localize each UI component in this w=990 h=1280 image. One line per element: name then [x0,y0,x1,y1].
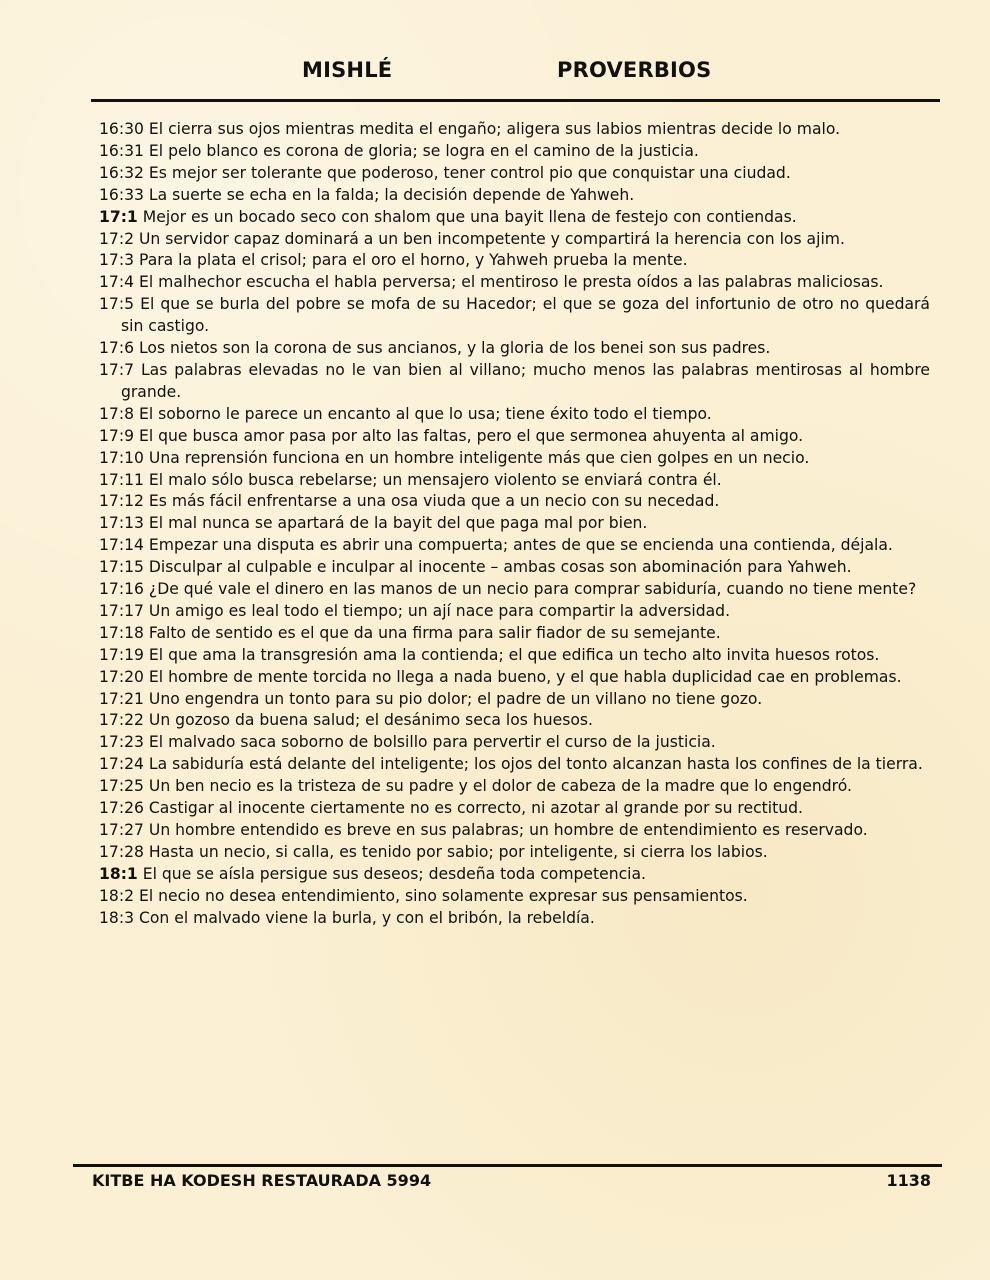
verse-ref: 17:19 [99,645,144,664]
verse-ref: 17:10 [99,448,144,467]
verse-text: La sabiduría está delante del inteligente; los ojos del tonto alcanzan hasta los confines de la tierra. [148,755,923,774]
verse [99,579,930,601]
verse-ref: 17:5 [99,295,135,314]
verse-text: Los nietos son la corona de sus ancianos, y la gloria de los benei son sus padres. [139,339,771,358]
verse-text: Es mejor ser tolerante que poderoso, tener control pio que conquistar una ciudad. [148,163,791,182]
verse [99,426,930,448]
verse-ref: 16:30 [99,120,144,138]
chapter-start-verse [99,864,930,886]
verse-ref: 17:7 [99,360,135,379]
verse-text: Empezar una disputa es abrir una compuerta; antes de que se encienda una contienda, déjala. [148,536,893,555]
verse-text: El hombre de mente torcida no llega a nada bueno, y el que habla duplicidad cae en problemas. [148,667,902,686]
verse-text: El soborno le parece un encanto al que lo usa; tiene éxito todo el tiempo. [139,404,712,423]
verse-text: Para la plata el crisol; para el oro el horno, y Yahweh prueba la mente. [139,251,688,270]
verse-ref: 17:23 [99,733,144,752]
verse [99,185,930,207]
book-title-hebrew: MISHLÉ [302,58,393,82]
verse-text: Falto de sentido es el que da una firma para salir fiador de su semejante. [148,623,721,642]
verse-text: El pelo blanco es corona de gloria; se logra en el camino de la justicia. [148,141,699,160]
verse-ref: 17:11 [99,470,144,489]
verse-ref: 17:13 [99,514,144,533]
verse-text: Un hombre entendido es breve en sus palabras; un hombre de entendimiento es reservado. [148,821,868,839]
page-number: 1138 [886,1171,931,1190]
verse [99,667,930,689]
verse [99,119,930,141]
verse-ref: 16:33 [99,185,144,204]
verse-text: El que se aísla persigue sus deseos; desdeña toda competencia. [142,864,647,883]
verse-text: Es más fácil enfrentarse a una osa viuda que a un necio con su necedad. [148,492,720,511]
verse-text: El cierra sus ojos mientras medita el engaño; aligera sus labios mientras decide lo malo. [148,120,841,138]
verse [99,623,930,645]
verse-text: Un servidor capaz dominará a un ben incompetente y compartirá la herencia con los ajim. [139,229,845,248]
verse-ref: 17:26 [99,799,144,818]
verse-text: Un amigo es leal todo el tiempo; un ají nace para compartir la adversidad. [148,601,731,620]
verse [99,776,930,798]
verse-ref: 17:9 [99,426,135,445]
page-header [0,58,990,92]
verse-text: Hasta un necio, si calla, es tenido por sabio; por inteligente, si cierra los labios. [148,842,768,861]
verse-ref: 17:8 [99,404,135,423]
verse-ref: 17:18 [99,623,144,642]
chapter-verse-ref: 18:1 [99,864,138,883]
verse [99,338,930,360]
verse-ref: 17:15 [99,558,144,577]
verse [99,360,930,404]
verse [99,229,930,251]
verse-ref: 17:2 [99,229,135,248]
verse-text: Castigar al inocente ciertamente no es correcto, ni azotar al grande por su rectitud. [148,799,803,818]
verse-ref: 16:32 [99,163,144,182]
footer-rule [73,1164,942,1167]
verse-ref: 17:27 [99,821,144,839]
verse [99,470,930,492]
verse-text: La suerte se echa en la falda; la decisión depende de Yahweh. [148,185,635,204]
page-footer [0,1171,990,1195]
verse-text: El malhechor escucha el habla perversa; el mentiroso le presta oídos a las palabras maliciosas. [139,273,884,292]
verse-ref: 17:4 [99,273,135,292]
verse [99,163,930,185]
verse-list [99,119,930,930]
verse [99,908,930,930]
footer-title: KITBE HA KODESH RESTAURADA 5994 [92,1171,432,1190]
verse-ref: 17:6 [99,339,135,358]
verse [99,272,930,294]
verse [99,798,930,820]
verse-ref: 17:12 [99,492,144,511]
verse [99,141,930,163]
verse-ref: 17:16 [99,580,144,599]
verse-ref: 17:20 [99,667,144,686]
book-title-spanish: PROVERBIOS [557,58,712,82]
verse-ref: 18:2 [99,886,135,905]
verse [99,710,930,732]
verse-text: Las palabras elevadas no le van bien al villano; mucho menos las palabras mentirosas al hombre grande. [121,360,930,401]
verse-ref: 17:22 [99,711,144,730]
verse [99,557,930,579]
verse [99,491,930,513]
verse [99,886,930,908]
verse-text: Una reprensión funciona en un hombre inteligente más que cien golpes en un necio. [148,448,810,467]
verse-text: Disculpar al culpable e inculpar al inocente – ambas cosas son abominación para Yahweh. [148,558,852,577]
verse-ref: 17:21 [99,689,144,708]
verse [99,250,930,272]
verse [99,601,930,623]
header-rule [91,99,940,102]
verse-ref: 17:3 [99,251,135,270]
verse-ref: 18:3 [99,908,135,927]
verse-text: Uno engendra un tonto para su pio dolor; el padre de un villano no tiene gozo. [148,689,763,708]
verse-text: Un gozoso da buena salud; el desánimo seca los huesos. [148,711,593,730]
verse [99,754,930,776]
verse [99,732,930,754]
verse-text: El necio no desea entendimiento, sino solamente expresar sus pensamientos. [139,886,748,905]
verse [99,513,930,535]
verse-text: El que ama la transgresión ama la contienda; el que edifica un techo alto invita huesos rotos. [148,645,880,664]
verse-text: El malvado saca soborno de bolsillo para pervertir el curso de la justicia. [148,733,716,752]
verse-text: Con el malvado viene la burla, y con el bribón, la rebeldía. [139,908,595,927]
verse-text: ¿De qué vale el dinero en las manos de un necio para comprar sabiduría, cuando no tiene mente? [148,580,917,599]
verse-ref: 17:28 [99,842,144,861]
verse-text: El que se burla del pobre se mofa de su Hacedor; el que se goza del infortunio de otro no quedará sin castigo. [121,295,930,336]
verse-text: Un ben necio es la tristeza de su padre y el dolor de cabeza de la madre que lo engendró. [148,777,852,796]
verse-ref: 17:14 [99,536,144,555]
verse [99,820,930,842]
chapter-verse-ref: 17:1 [99,207,138,226]
verse-ref: 17:17 [99,601,144,620]
verse [99,535,930,557]
verse [99,448,930,470]
verse-text: El mal nunca se apartará de la bayit del que paga mal por bien. [148,514,648,533]
verse-text: Mejor es un bocado seco con shalom que una bayit llena de festejo con contiendas. [142,207,797,226]
verse [99,645,930,667]
verse-ref: 17:24 [99,755,144,774]
verse-text: El malo sólo busca rebelarse; un mensajero violento se enviará contra él. [148,470,722,489]
verse [99,842,930,864]
verse-ref: 16:31 [99,141,144,160]
verse-text: El que busca amor pasa por alto las faltas, pero el que sermonea ahuyenta al amigo. [139,426,804,445]
verse-ref: 17:25 [99,777,144,796]
verse [99,689,930,711]
verse [99,294,930,338]
verse [99,404,930,426]
chapter-start-verse [99,207,930,229]
